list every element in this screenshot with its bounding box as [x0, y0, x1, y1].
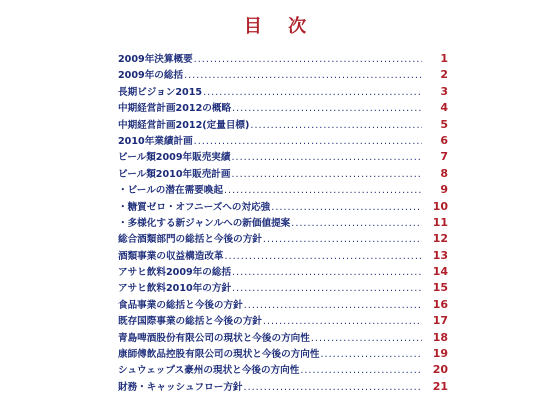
- dot-leader: [231, 167, 422, 183]
- toc-entry-label: 既存国際事業の総括と今後の方針: [118, 316, 262, 328]
- toc-entry-label: 財務・キャッシュフロー方針: [118, 381, 243, 393]
- toc-entry-page: 8: [440, 166, 448, 180]
- toc-entry: [118, 248, 448, 264]
- toc-entry-label: シュウェップス豪州の現状と今後の方向性: [118, 365, 300, 377]
- toc-entry: [118, 215, 448, 231]
- toc-entry-label: 青島啤酒股份有限公司の現状と今後の方向性: [118, 332, 310, 344]
- toc-entry-label: 2009年の総括: [118, 70, 184, 82]
- toc-entry-label: 2009年決算概要: [118, 54, 193, 65]
- table-of-contents: [118, 51, 448, 395]
- toc-entry-page: 1: [440, 52, 448, 65]
- toc-entry-label: ・多様化する新ジャンルへの新価値提案: [118, 217, 291, 229]
- dot-leader: [300, 363, 422, 379]
- dot-leader: [232, 265, 422, 281]
- toc-entry-label: 中期経営計画2012の概略: [118, 103, 232, 115]
- toc-entry-page: 2: [440, 68, 448, 82]
- toc-entry: [118, 280, 448, 296]
- toc-entry-label: 総合酒類部門の総括と今後の方針: [118, 234, 262, 246]
- toc-entry-label: ・糖質ゼロ・オフニーズへの対応強: [118, 201, 271, 213]
- toc-entry-page: 5: [440, 117, 448, 131]
- toc-entry-label: 中期経営計画2012(定量目標): [118, 119, 250, 131]
- toc-entry-page: 6: [440, 133, 448, 147]
- toc-entry-page: 20: [432, 363, 448, 377]
- toc-entry-page: 17: [432, 314, 448, 328]
- page-title: 目 次: [243, 16, 317, 37]
- dot-leader: [194, 134, 422, 150]
- toc-entry: [118, 117, 448, 133]
- toc-entry: [118, 84, 448, 100]
- toc-entry-page: 11: [432, 215, 448, 229]
- toc-entry-page: 16: [432, 297, 448, 311]
- toc-entry-label: 食品事業の総括と今後の方針: [118, 299, 243, 311]
- dot-leader: [263, 314, 422, 330]
- toc-entry: [118, 330, 448, 346]
- toc-entry: [118, 133, 448, 149]
- toc-entry-label: 酒類事業の収益構造改革: [118, 250, 224, 262]
- dot-leader: [250, 118, 422, 134]
- toc-entry: [118, 100, 448, 116]
- toc-entry-label: 長期ビジョン2015: [118, 86, 203, 98]
- toc-entry-page: 19: [432, 347, 448, 361]
- toc-entry-label: ビール類2009年販売実績: [118, 152, 231, 164]
- toc-entry: [118, 379, 448, 395]
- toc-entry: [118, 51, 448, 67]
- toc-entry-page: 15: [432, 281, 448, 295]
- dot-leader: [244, 298, 422, 314]
- toc-entry-page: 3: [440, 84, 448, 98]
- toc-entry-label: ・ビールの潜在需要喚起: [118, 185, 223, 197]
- toc-entry: [118, 199, 448, 215]
- toc-entry-page: 7: [440, 150, 448, 164]
- dot-leader: [194, 52, 422, 68]
- toc-entry-page: 18: [432, 330, 448, 344]
- dot-leader: [244, 380, 422, 396]
- toc-entry-page: 4: [440, 101, 448, 115]
- toc-entry-label: 2010年業績計画: [118, 135, 193, 147]
- dot-leader: [184, 68, 422, 84]
- toc-entry-label: ビール類2010年販売計画: [118, 168, 231, 180]
- toc-entry-page: 10: [432, 199, 448, 213]
- toc-entry-page: 21: [432, 379, 448, 393]
- toc-entry-page: 9: [440, 183, 448, 197]
- dot-leader: [263, 232, 422, 248]
- dot-leader: [232, 101, 422, 117]
- dot-leader: [225, 249, 422, 265]
- toc-entry: [118, 149, 448, 165]
- toc-entry: [118, 297, 448, 313]
- toc-entry-page: 12: [432, 232, 448, 246]
- dot-leader: [224, 183, 422, 199]
- toc-entry-page: 13: [432, 248, 448, 262]
- toc-entry: [118, 166, 448, 182]
- dot-leader: [231, 150, 422, 166]
- toc-entry: [118, 362, 448, 378]
- dot-leader: [320, 347, 422, 363]
- toc-entry: [118, 264, 448, 280]
- toc-entry: [118, 67, 448, 83]
- toc-entry: [118, 313, 448, 329]
- dot-leader: [291, 216, 422, 232]
- dot-leader: [203, 85, 422, 101]
- toc-entry-label: アサヒ飲料2009年の総括: [118, 267, 232, 279]
- toc-entry: [118, 231, 448, 247]
- dot-leader: [311, 331, 422, 347]
- toc-entry-label: アサヒ飲料2010年の方針: [118, 283, 232, 295]
- dot-leader: [232, 281, 422, 297]
- dot-leader: [271, 200, 422, 216]
- toc-entry-label: 康師傅飲品控股有限公司の現状と今後の方向性: [118, 349, 320, 361]
- toc-entry-page: 14: [432, 265, 448, 279]
- toc-entry: [118, 182, 448, 198]
- toc-entry: [118, 346, 448, 362]
